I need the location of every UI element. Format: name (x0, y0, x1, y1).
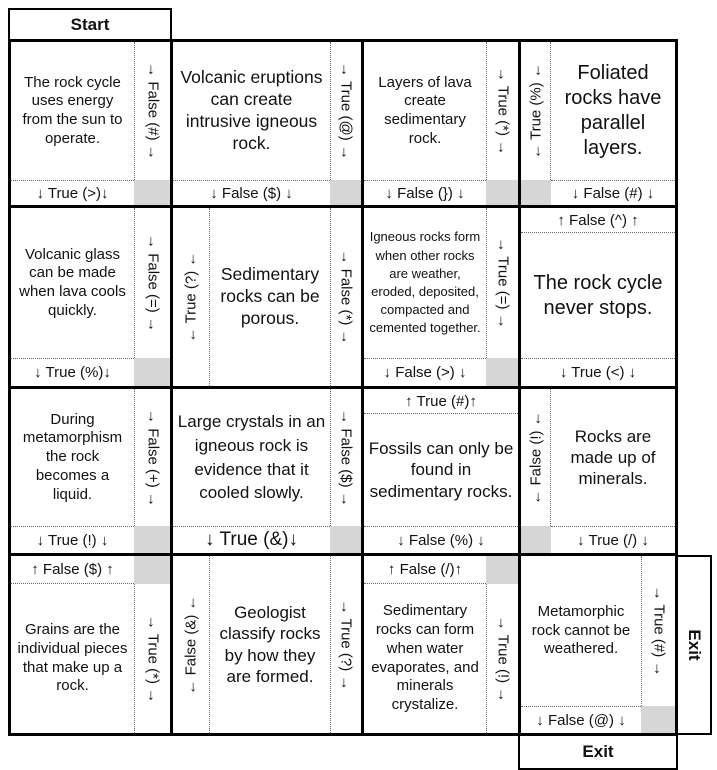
cell-15-gray-corner (486, 556, 518, 584)
cell-12-statement: Rocks are made up of minerals. (570, 426, 656, 489)
cell-4-gray-corner (521, 180, 551, 205)
cell-13-top-direction: ↑ False ($) ↑ (11, 556, 134, 584)
cell-14-left-text: ← False (&) ← (182, 594, 200, 695)
exit-label-side (676, 555, 712, 735)
cell-5-statement: Volcanic glass can be made when lava cools quickly. (19, 245, 126, 319)
cell-7-gray-corner (486, 358, 518, 386)
cell-1-bottom-direction: ↓ True (>)↓ (11, 180, 134, 205)
start-label-text: Start (70, 14, 110, 34)
cell-6-statement: Sedimentary rocks can be porous. (220, 264, 320, 328)
cell-14-left-direction (173, 556, 210, 733)
cell-15-right-direction (486, 584, 518, 733)
cell-7-right-direction (486, 208, 518, 358)
cell-14-statement: Geologist classify rocks by how they are formed. (219, 603, 321, 686)
cell-2-bottom-direction: ↓ False ($) ↓ (173, 180, 330, 205)
cell-15-top-direction: ↑ False (/)↑ (364, 556, 486, 584)
cell-9-right-direction (134, 389, 170, 526)
cell-8-statement: The rock cycle never stops. (533, 271, 663, 319)
cell-3-right-direction (486, 42, 518, 180)
cell-12-gray-corner (521, 526, 551, 553)
cell-13-gray-corner (134, 556, 170, 584)
cell-11-bottom-direction: ↓ False (%) ↓ (364, 526, 518, 553)
cell-10-gray-corner (330, 526, 361, 553)
cell-7-bottom-direction: ↓ False (>) ↓ (364, 358, 486, 386)
cell-12-left-direction (521, 389, 551, 526)
cell-8-top-direction: ↑ False (^) ↑ (521, 208, 675, 233)
cell-13-right-direction (134, 584, 170, 733)
cell-13-right-text: → True (*) → (144, 614, 161, 703)
cell-6-right-text: → False (*) → (337, 249, 355, 345)
cell-16-right-direction (641, 556, 675, 706)
cell-15-right-text: → True (!) → (494, 615, 511, 702)
cell-9-statement: During metamorphism the rock becomes a liquid. (22, 410, 123, 503)
exit-label-side-text: Exit (685, 629, 704, 661)
cell-10-right-text: → False ($) → (337, 408, 355, 507)
cell-3-bottom-direction: ↓ False (}) ↓ (364, 180, 486, 205)
cell-1-right-text: → False (#) → (144, 62, 161, 160)
cell-11-top-direction: ↑ True (#)↑ (364, 389, 518, 414)
cell-6-right-direction (330, 208, 361, 386)
cell-10-right-direction (330, 389, 361, 526)
cell-7-right-text: → True (=) → (494, 237, 511, 329)
exit-label-bottom-text: Exit (582, 742, 614, 761)
cell-6-left-direction (173, 208, 210, 386)
cell-4-left-text: ← True (%) ← (527, 63, 544, 159)
cell-12-left-text: ← False (!) ← (527, 410, 544, 505)
cell-2-right-text: → True (@) → (337, 62, 355, 160)
cell-12-bottom-direction: ↓ True (/) ↓ (551, 526, 675, 553)
cell-5-gray-corner (134, 358, 170, 386)
cell-3-gray-corner (486, 180, 518, 205)
cell-6-left-text: ← True (?) ← (182, 251, 200, 343)
cell-5-bottom-direction: ↓ True (%)↓ (11, 358, 134, 386)
cell-10-statement: Large crystals in an igneous rock is evidence that it cooled slowly. (177, 411, 326, 503)
cell-16-right-text: → True (#) → (650, 585, 667, 677)
cell-5-right-text: → False (=) → (144, 234, 161, 332)
cell-8-bottom-direction: ↓ True (<) ↓ (521, 358, 675, 386)
cell-2-statement: Volcanic eruptions can create intrusive igneous rock. (180, 67, 323, 153)
exit-label-bottom (518, 734, 678, 770)
cell-16-bottom-direction: ↓ False (@) ↓ (521, 706, 641, 733)
start-label (8, 8, 172, 41)
cell-10-bottom-direction: ↓ True (&)↓ (173, 526, 330, 553)
cell-7-statement: Igneous rocks form when other rocks are weather, eroded, deposited, compacted and cemented together. (369, 229, 481, 336)
cell-9-gray-corner (134, 526, 170, 553)
cell-4-left-direction (521, 42, 551, 180)
cell-9-right-text: → False (+) → (144, 408, 161, 507)
cell-3-statement: Layers of lava create sedimentary rock. (378, 73, 472, 147)
cell-2-right-direction (330, 42, 361, 180)
cell-1-statement: The rock cycle uses energy from the sun to operate. (22, 73, 123, 147)
cell-4-statement: Foliated rocks have parallel layers. (564, 62, 662, 159)
cell-9-bottom-direction: ↓ True (!) ↓ (11, 526, 134, 553)
cell-16-gray-corner (641, 706, 675, 733)
cell-13-statement: Grains are the individual pieces that make up a rock. (17, 621, 128, 695)
cell-14-right-direction (330, 556, 361, 733)
cell-5-right-direction (134, 208, 170, 358)
cell-14-right-text: → True (?) → (337, 599, 355, 690)
cell-3-right-text: → True (*) → (494, 66, 511, 156)
cell-2-gray-corner (330, 180, 361, 205)
cell-16-statement: Metamorphic rock cannot be weathered. (531, 602, 631, 658)
cell-11-statement: Fossils can only be found in sedimentary rocks. (368, 439, 514, 501)
cell-1-gray-corner (134, 180, 170, 205)
cell-15-statement: Sedimentary rocks can form when water evaporates, and minerals crystalize. (371, 602, 479, 713)
cell-1-right-direction (134, 42, 170, 180)
cell-4-bottom-direction: ↓ False (#) ↓ (551, 180, 675, 205)
